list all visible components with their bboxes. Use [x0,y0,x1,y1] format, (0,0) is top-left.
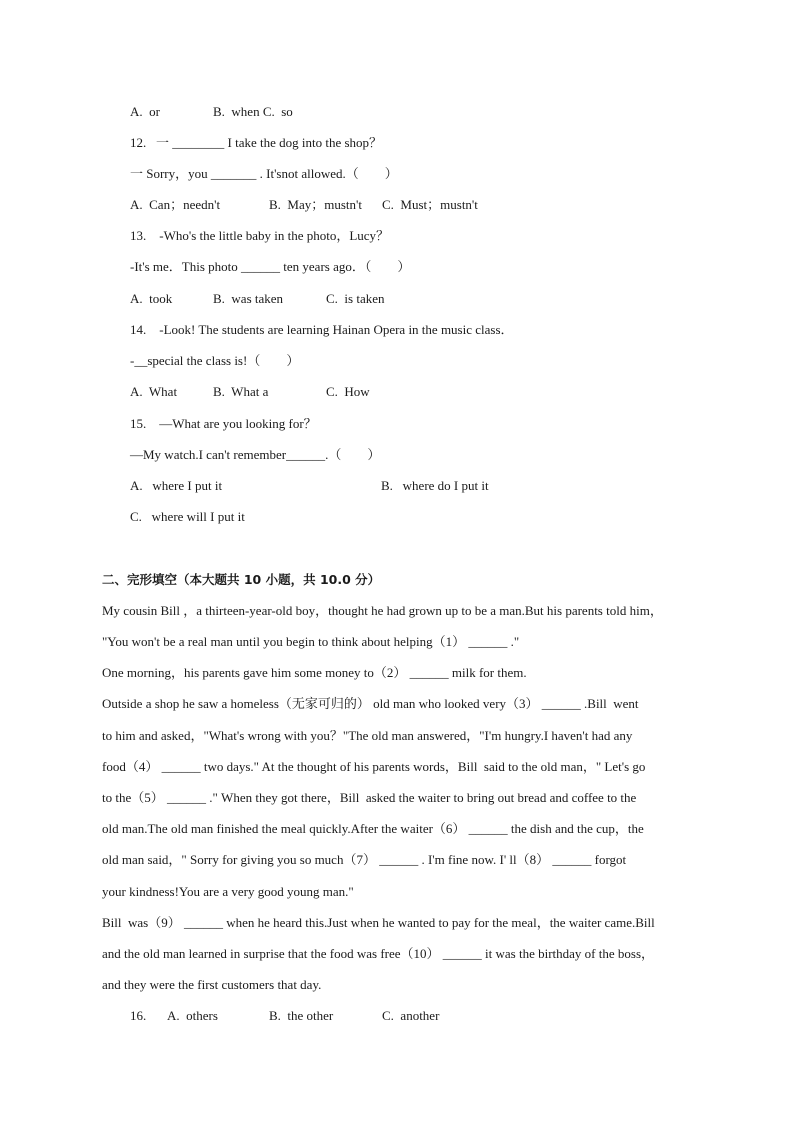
passage-line: "You won't be a real man until you begin to think about helping（1） ______ ." [102,634,520,649]
q13-option-c: C. is taken [326,291,385,306]
q14-option-a: A. What [130,384,178,399]
q12-stem: 12. 一 ________ I take the dog into the shop？ [130,135,383,150]
passage-line: Bill was（9） ______ when he heard this.Just when he wanted to pay for the meal，the waiter came.Bill [102,915,655,930]
q11-option-a: A. or [130,104,160,119]
q15-reply: —My watch.I can't remember______.（ ） [130,447,381,462]
q12-option-c: C. Must；mustn't [382,197,478,212]
passage-line: food（4） ______ two days." At the thought of his parents words，Bill said to the old man，" Let's go [102,759,646,774]
section-heading: 二、完形填空（本大题共 10 小题，共 10.0 分） [102,572,381,587]
q14-option-c: C. How [326,384,370,399]
q12-option-a: A. Can；needn't [130,197,221,212]
passage-line: One morning，his parents gave him some money to（2） ______ milk for them. [102,665,527,680]
q15-option-c: C. where will I put it [130,509,245,524]
passage-line: your kindness!You are a very good young man." [102,884,354,899]
q13-option-a: A. took [130,291,173,306]
q14-option-b: B. What a [213,384,269,399]
passage-line: old man.The old man finished the meal quickly.After the waiter（6） ______ the dish and the cup，the [102,821,644,836]
passage-line: Outside a shop he saw a homeless（无家可归的） old man who looked very（3） ______ .Bill went [102,696,639,711]
q16-number: 16. [130,1008,147,1023]
passage-line: My cousin Bill ，a thirteen-year-old boy，thought he had grown up to be a man.But his parents told him， [102,603,663,618]
q12-option-b: B. May；mustn't [269,197,362,212]
q11-option-b-c: B. when C. so [213,104,293,119]
q13-stem: 13. -Who's the little baby in the photo，Lucy？ [130,228,390,243]
q16-option-a: A. others [167,1008,218,1023]
q15-option-b: B. where do I put it [381,478,489,493]
passage-line: old man said，" Sorry for giving you so much（7） ______ . I'm fine now. I' ll（8） ______ forgot [102,852,627,867]
q13-reply: -It's me．This photo ______ ten years ago．（ ） [130,259,411,274]
q16-option-c: C. another [382,1008,440,1023]
q15-option-a: A. where I put it [130,478,223,493]
q12-reply: 一 Sorry，you _______ . It'snot allowed.（ ） [130,166,398,181]
q16-option-b: B. the other [269,1008,334,1023]
q15-stem: 15. —What are you looking for？ [130,416,317,431]
passage-line: and they were the first customers that day. [102,977,322,992]
q14-reply: -__special the class is!（ ） [130,353,300,368]
passage-line: to the（5） ______ ." When they got there，Bill asked the waiter to bring out bread and coffee to the [102,790,637,805]
passage-line: to him and asked，"What's wrong with you？"The old man answered，"I'm hungry.I haven't had any [102,728,633,743]
q14-stem: 14. -Look! The students are learning Hainan Opera in the music class． [130,322,514,337]
passage-line: and the old man learned in surprise that the food was free（10） ______ it was the birthday of the boss， [102,946,655,961]
q13-option-b: B. was taken [213,291,284,306]
